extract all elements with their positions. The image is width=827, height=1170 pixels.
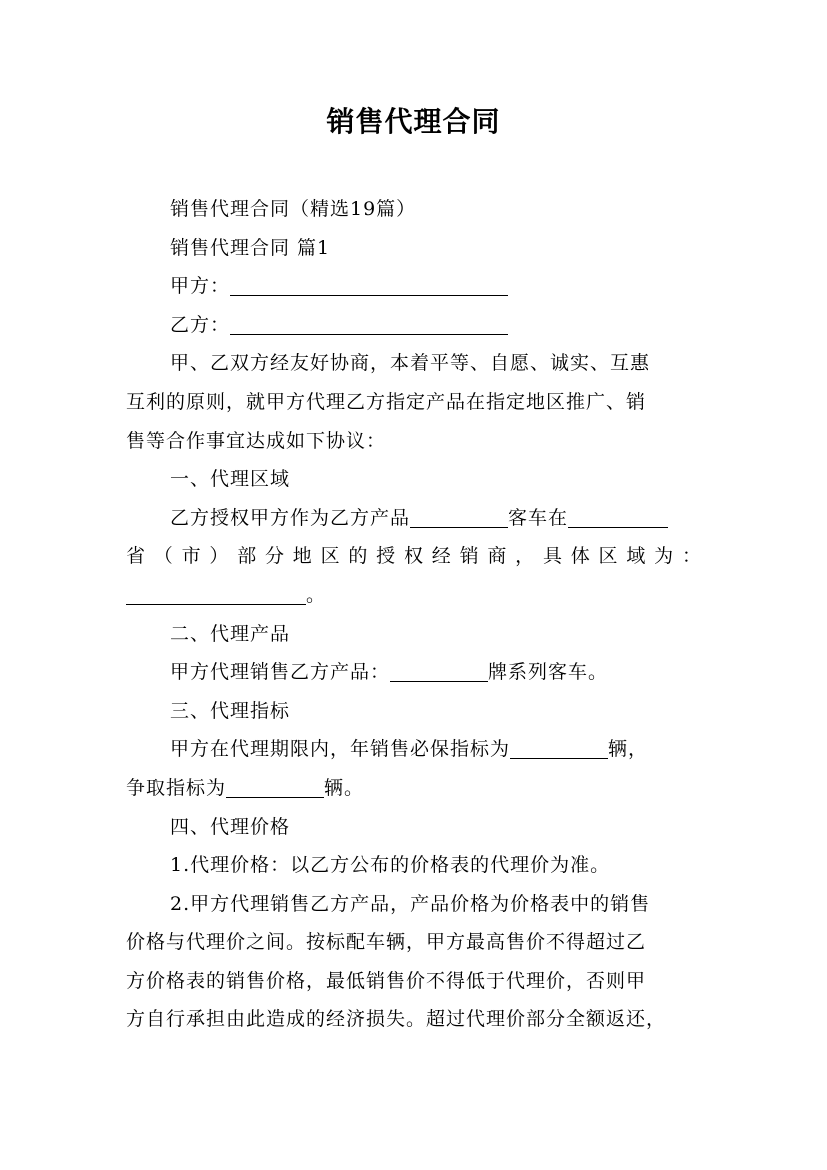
region-line-3 — [126, 576, 702, 615]
region-char: 体 — [570, 545, 591, 568]
party-a-label: 甲方： — [170, 275, 231, 298]
region-char: 的 — [348, 545, 369, 568]
region-char: 权 — [403, 545, 424, 568]
heading-product-text: 二、代理产品 — [170, 622, 291, 645]
region-char: 区 — [598, 545, 619, 568]
region-char: 市 — [181, 545, 202, 568]
heading-target-text: 三、代理指标 — [170, 699, 291, 722]
price-line-1 — [126, 846, 702, 885]
party-a-line — [126, 267, 702, 306]
product-blank — [410, 505, 508, 528]
target-line-2 — [126, 769, 702, 808]
intro-text-1: 甲、乙双方经友好协商，本着平等、自愿、诚实、互惠 — [170, 352, 651, 375]
heading-target — [126, 692, 702, 731]
region-char: 具 — [542, 545, 563, 568]
target-text-2b: 辆。 — [324, 776, 365, 799]
region-char: 授 — [376, 545, 397, 568]
price-line-2c — [126, 962, 702, 1001]
region-char: ） — [209, 545, 230, 568]
product-line — [126, 653, 702, 692]
guaranteed-target-blank — [510, 736, 608, 759]
heading-product — [126, 615, 702, 654]
intro-line-2 — [126, 383, 702, 422]
price-line-2b — [126, 923, 702, 962]
party-a-blank — [230, 273, 508, 296]
price-line-2a — [126, 885, 702, 924]
region-char: 地 — [292, 545, 313, 568]
region-char: 经 — [431, 545, 452, 568]
region-char: （ — [153, 545, 174, 568]
subtitle-text: 销售代理合同（精选19篇） — [170, 198, 417, 220]
intro-line-1 — [126, 344, 702, 383]
price-text-1: 1.代理价格：以乙方公布的价格表的代理价为准。 — [170, 854, 611, 877]
region-text-1a: 乙方授权甲方作为乙方产品 — [170, 506, 411, 529]
product-text-a: 甲方代理销售乙方产品： — [170, 661, 391, 684]
section-heading — [126, 229, 702, 268]
heading-region-text: 一、代理区域 — [170, 468, 291, 491]
region-blank — [126, 582, 306, 605]
document-body — [126, 190, 702, 1039]
region-char: 区 — [320, 545, 341, 568]
intro-text-3: 售等合作事宜达成如下协议： — [126, 429, 387, 452]
region-char: 域 — [626, 545, 647, 568]
region-end-text: 。 — [306, 583, 327, 606]
region-char: 为 — [654, 545, 675, 568]
target-text-2a: 争取指标为 — [126, 776, 227, 799]
stretch-target-blank — [226, 775, 324, 798]
intro-line-3 — [126, 422, 702, 461]
region-char: 商 — [487, 545, 508, 568]
region-char: 分 — [264, 545, 285, 568]
price-line-2d — [126, 1000, 702, 1039]
target-line-1 — [126, 730, 702, 769]
price-text-2b: 价格与代理价之间。按标配车辆，甲方最高售价不得超过乙 — [126, 931, 647, 954]
target-text-1b: 辆， — [608, 738, 649, 761]
party-b-label: 乙方： — [170, 313, 231, 336]
intro-text-2: 互利的原则，就甲方代理乙方指定产品在指定地区推广、销 — [126, 390, 647, 413]
party-b-line — [126, 306, 702, 345]
product-text-b: 牌系列客车。 — [488, 661, 609, 684]
heading-region — [126, 460, 702, 499]
heading-price — [126, 808, 702, 847]
party-b-blank — [230, 312, 508, 335]
price-text-2a: 2.甲方代理销售乙方产品，产品价格为价格表中的销售 — [170, 892, 651, 915]
region-char: 省 — [126, 545, 147, 568]
heading-price-text: 四、代理价格 — [170, 815, 291, 838]
region-char: ， — [515, 545, 536, 568]
region-line-1 — [126, 499, 702, 538]
subtitle-line — [126, 190, 702, 229]
region-line-2 — [126, 537, 702, 576]
brand-blank — [390, 659, 488, 682]
region-text-1b: 客车在 — [508, 506, 569, 529]
price-text-2c: 方价格表的销售价格，最低销售价不得低于代理价，否则甲 — [126, 969, 647, 992]
region-char: 部 — [237, 545, 258, 568]
region-char: 销 — [459, 545, 480, 568]
region-char: ： — [681, 545, 702, 568]
target-text-1a: 甲方在代理期限内，年销售必保指标为 — [170, 738, 511, 761]
document-title: 销售代理合同 — [326, 105, 501, 138]
section-heading-text: 销售代理合同 篇1 — [170, 236, 331, 259]
price-text-2d: 方自行承担由此造成的经济损失。超过代理价部分全额返还， — [126, 1008, 667, 1031]
province-blank — [568, 505, 668, 528]
